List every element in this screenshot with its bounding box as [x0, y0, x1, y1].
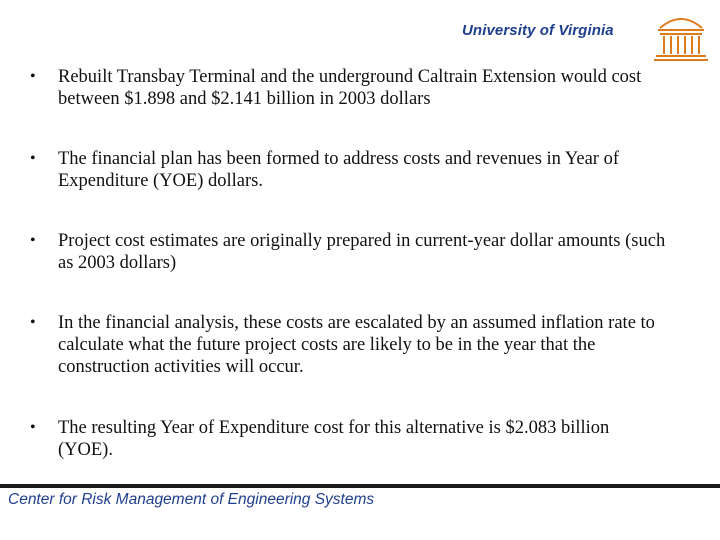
bullet-dot-icon: •	[30, 314, 36, 331]
bullet-dot-icon: •	[30, 232, 36, 249]
bullet-item	[30, 230, 670, 274]
header-title: University of Virginia	[462, 22, 614, 39]
bullet-item	[30, 312, 670, 378]
bullet-text: Project cost estimates are originally prepared in current-year dollar amounts (such as 2003 dollars)	[58, 231, 666, 273]
bullet-dot-icon: •	[30, 68, 36, 85]
bullet-text: The financial plan has been formed to address costs and revenues in Year of Expenditure (YOE) dollars.	[58, 149, 619, 191]
bullet-dot-icon: •	[30, 419, 36, 436]
bullet-dot-icon: •	[30, 150, 36, 167]
footer-title: Center for Risk Management of Engineering Systems	[8, 491, 375, 508]
bullet-text: The resulting Year of Expenditure cost for this alternative is $2.083 billion (YOE).	[58, 418, 610, 460]
bullet-item	[30, 66, 670, 110]
bullet-text: Rebuilt Transbay Terminal and the underground Caltrain Extension would cost between $1.898 and $2.141 billion in 2003 dollars	[58, 67, 642, 109]
bullet-item	[30, 417, 670, 461]
bullet-item	[30, 148, 670, 192]
footer-divider	[0, 484, 720, 488]
bullet-text: In the financial analysis, these costs are escalated by an assumed inflation rate to calculate what the future project costs are likely to be in the year that the construction activities will occur.	[58, 313, 655, 377]
